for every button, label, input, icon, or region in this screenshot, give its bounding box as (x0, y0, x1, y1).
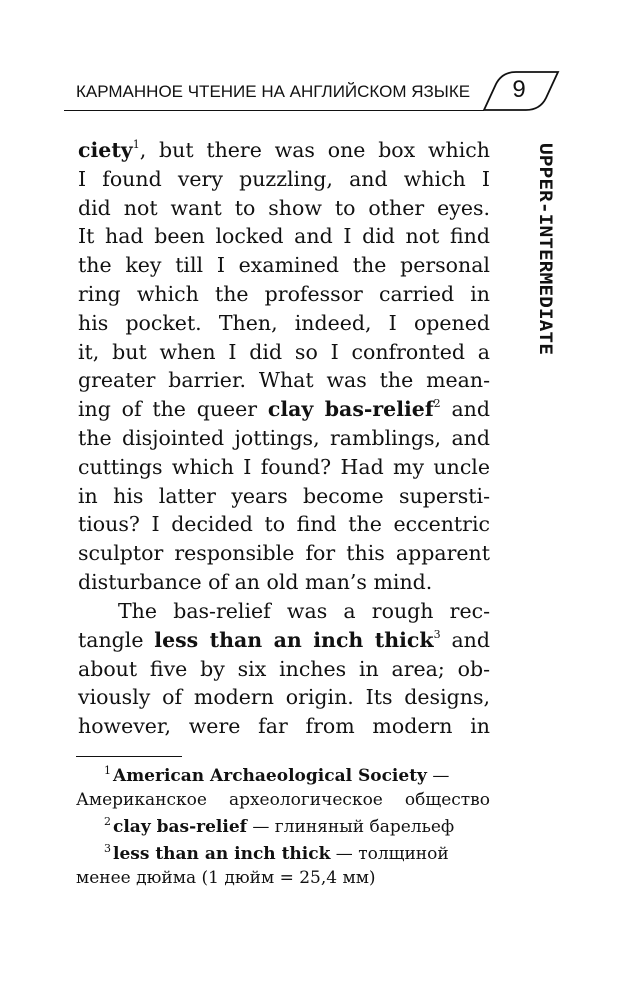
text-line-18: tangle less than an inch thick$^3$ and (78, 628, 490, 652)
text-line-2: I found very puzzling, and which I (78, 167, 490, 191)
text-line-6: ring which the professor carried in (78, 282, 490, 306)
footnote-3: $^3$ less than an inch thick — толщиной (104, 842, 449, 864)
footnote-mark: 2 (104, 815, 111, 828)
footnote-term: American Archaeological Society (113, 766, 427, 786)
text-line-19: about five by six inches in area; ob- (78, 657, 490, 681)
text-line-7: his pocket. Then, indeed, I opened (78, 311, 490, 335)
text-line-1: ciety$^1$, but there was one box which (78, 138, 490, 162)
footnote-1-translation: Американское археологическое общество (76, 790, 490, 810)
footnote-ref: 2 (433, 397, 441, 410)
highlighted-term: ciety (78, 138, 133, 162)
text-line-15: sculptor responsible for this apparent (78, 541, 490, 565)
text-line-4: It had been locked and I did not find (78, 224, 490, 248)
footnote-1: $^1$ American Archaeological Society — (104, 764, 450, 786)
page-number: 9 (512, 76, 526, 103)
text-line-14: tious? I decided to find the eccentric (78, 512, 490, 536)
footnote-3-translation: менее дюйма (1 дюйм = 25,4 мм) (76, 868, 376, 888)
text-line-10: ing of the queer clay bas-relief$^2$ and (78, 397, 490, 421)
footnote-term: clay bas-relief (113, 817, 247, 837)
text-line-5: the key till I examined the personal (78, 253, 490, 277)
footnote-mark: 1 (104, 764, 111, 777)
highlighted-term: less than an inch thick (154, 628, 434, 652)
level-label (532, 143, 562, 358)
footnote-2: $^2$ clay bas-relief — глиняный барельеф (104, 815, 455, 837)
header-rule (64, 110, 484, 111)
running-header-title: КАРМАННОЕ ЧТЕНИЕ НА АНГЛИЙСКОМ ЯЗЫКЕ (76, 82, 471, 101)
footnote-separator (76, 756, 182, 757)
text-line-13: in his latter years become supersti- (78, 484, 490, 508)
text-line-16: disturbance of an old man’s mind. (78, 570, 433, 594)
text-line-20: viously of modern origin. Its designs, (78, 685, 490, 709)
text-line-8: it, but when I did so I confronted a (78, 340, 490, 364)
text-line-21: however, were far from modern in (78, 714, 490, 738)
footnote-ref: 1 (132, 138, 140, 151)
text-line-11: the disjointed jottings, ramblings, and (78, 426, 490, 450)
text-line-9: greater barrier. What was the mean- (78, 368, 490, 392)
text-line-12: cuttings which I found? Had my uncle (78, 455, 490, 479)
text-line-3: did not want to show to other eyes. (78, 196, 490, 220)
footnote-term: less than an inch thick (113, 844, 331, 864)
footnote-mark: 3 (104, 842, 111, 855)
level-label-text: UPPER-INTERMEDIATE (535, 143, 555, 328)
text-line-17: The bas-relief was a rough rec- (118, 599, 490, 623)
highlighted-term: clay bas-relief (267, 397, 434, 421)
footnote-ref: 3 (433, 628, 441, 641)
